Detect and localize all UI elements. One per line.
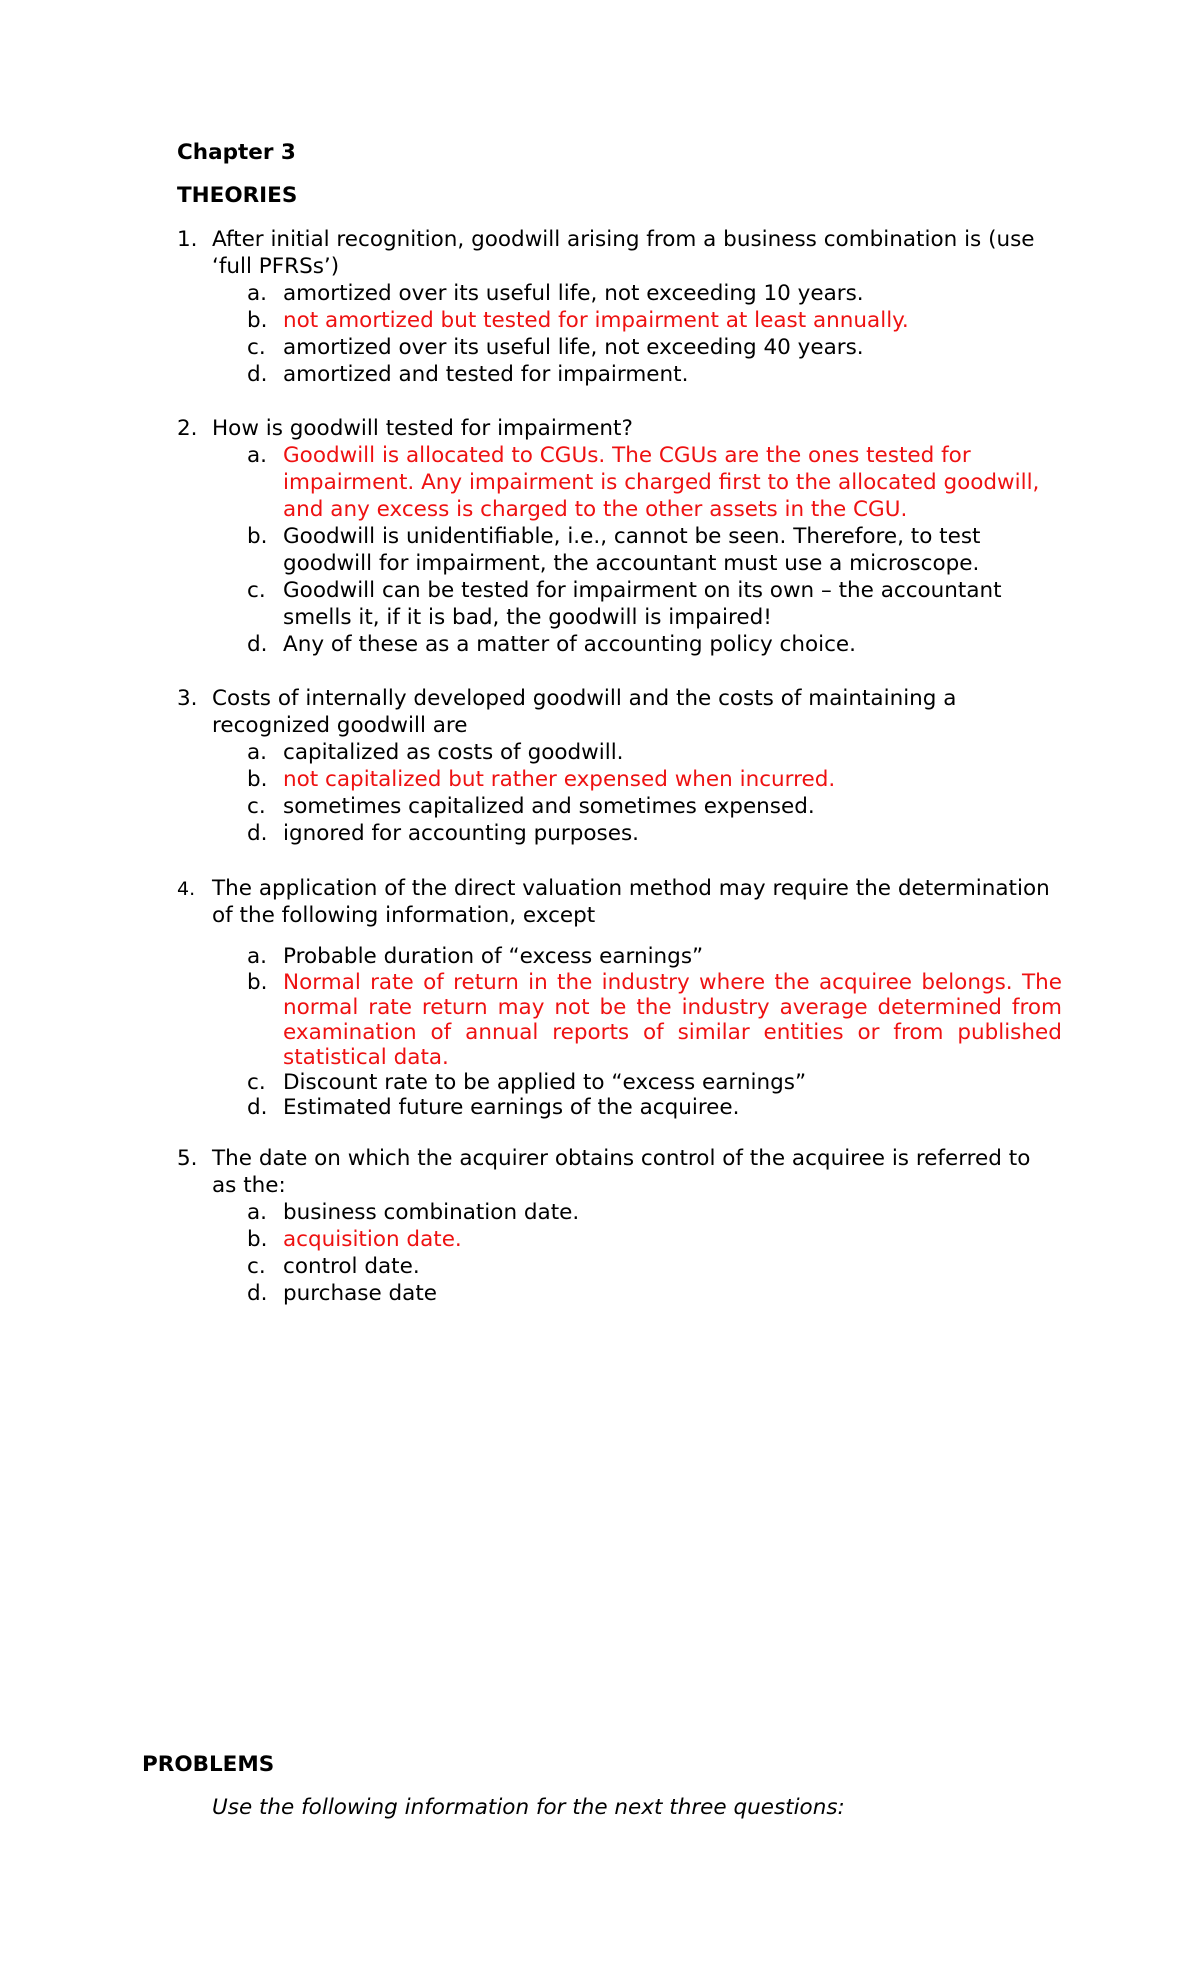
correct-answer-text: and any excess is charged to the other assets in the CGU. bbox=[283, 497, 908, 522]
option-letter: c. bbox=[247, 335, 266, 360]
justified-word: acquiree bbox=[818, 970, 913, 995]
option-text: goodwill for impairment, the accountant must use a microscope. bbox=[283, 551, 980, 576]
option-letter: c. bbox=[247, 794, 266, 819]
justified-word: in bbox=[528, 970, 548, 995]
justified-word: not bbox=[554, 995, 590, 1020]
correct-answer-text bbox=[283, 995, 1062, 1020]
question-number: 3. bbox=[177, 686, 198, 711]
chapter-title: Chapter 3 bbox=[177, 140, 296, 165]
correct-answer-text: not capitalized but rather expensed when incurred. bbox=[283, 767, 836, 792]
option-letter: c. bbox=[247, 578, 266, 603]
question-text: Costs of internally developed goodwill and the costs of maintaining a bbox=[212, 686, 957, 711]
option-text: capitalized as costs of goodwill. bbox=[283, 740, 624, 765]
justified-word: industry bbox=[601, 970, 690, 995]
justified-word: the bbox=[557, 970, 593, 995]
problems-heading: PROBLEMS bbox=[142, 1752, 275, 1777]
justified-word: where bbox=[699, 970, 766, 995]
option-text: Discount rate to be applied to “excess earnings” bbox=[283, 1070, 807, 1095]
justified-word: the bbox=[774, 970, 810, 995]
justified-word: determined bbox=[877, 995, 1002, 1020]
question-text: recognized goodwill are bbox=[212, 713, 468, 738]
question-number: 1. bbox=[177, 227, 198, 252]
option-letter: b. bbox=[247, 524, 268, 549]
option-letter: d. bbox=[247, 1095, 268, 1120]
justified-word: return bbox=[421, 995, 488, 1020]
option-text: amortized and tested for impairment. bbox=[283, 362, 689, 387]
justified-word: reports bbox=[552, 1020, 630, 1045]
option-text: purchase date bbox=[283, 1281, 438, 1306]
question-number: 4. bbox=[177, 878, 196, 900]
justified-word: examination bbox=[283, 1020, 417, 1045]
correct-answer-text bbox=[283, 1020, 1062, 1045]
option-text: ignored for accounting purposes. bbox=[283, 821, 639, 846]
justified-word: belongs. bbox=[921, 970, 1013, 995]
justified-word: annual bbox=[465, 1020, 539, 1045]
correct-answer-text: impairment. Any impairment is charged first to the allocated goodwill, bbox=[283, 470, 1040, 495]
question-text: The date on which the acquirer obtains control of the acquiree is referred to bbox=[212, 1146, 1031, 1171]
option-text: Any of these as a matter of accounting policy choice. bbox=[283, 632, 856, 657]
justified-word: from bbox=[893, 1020, 944, 1045]
correct-answer-text: statistical data. bbox=[283, 1045, 449, 1070]
justified-word: similar bbox=[677, 1020, 750, 1045]
option-letter: a. bbox=[247, 443, 268, 468]
correct-answer-text: not amortized but tested for impairment at least annually. bbox=[283, 308, 909, 333]
justified-word: average bbox=[779, 995, 868, 1020]
justified-word: rate bbox=[368, 995, 412, 1020]
option-text: Goodwill is unidentifiable, i.e., cannot be seen. Therefore, to test bbox=[283, 524, 981, 549]
question-text: of the following information, except bbox=[212, 903, 596, 928]
option-letter: a. bbox=[247, 740, 268, 765]
question-text: After initial recognition, goodwill arising from a business combination is (use bbox=[212, 227, 1035, 252]
justified-word: of bbox=[423, 970, 444, 995]
justified-word: entities bbox=[763, 1020, 844, 1045]
justified-word: The bbox=[1021, 970, 1062, 995]
option-letter: b. bbox=[247, 767, 268, 792]
option-letter: a. bbox=[247, 944, 268, 969]
option-letter: b. bbox=[247, 1227, 268, 1252]
justified-word: be bbox=[599, 995, 627, 1020]
question-text: ‘full PFRSs’) bbox=[212, 254, 340, 279]
option-text: Goodwill can be tested for impairment on its own – the accountant bbox=[283, 578, 1002, 603]
option-letter: d. bbox=[247, 362, 268, 387]
option-letter: b. bbox=[247, 970, 268, 995]
option-text: control date. bbox=[283, 1254, 420, 1279]
question-number: 5. bbox=[177, 1146, 198, 1171]
justified-word: may bbox=[497, 995, 545, 1020]
option-letter: a. bbox=[247, 281, 268, 306]
correct-answer-text: acquisition date. bbox=[283, 1227, 462, 1252]
justified-word: or bbox=[857, 1020, 880, 1045]
question-text: The application of the direct valuation method may require the determination bbox=[212, 876, 1050, 901]
option-letter: d. bbox=[247, 821, 268, 846]
justified-word: normal bbox=[283, 995, 359, 1020]
option-letter: b. bbox=[247, 308, 268, 333]
option-letter: d. bbox=[247, 1281, 268, 1306]
justified-word: of bbox=[642, 1020, 664, 1045]
justified-word: rate bbox=[370, 970, 414, 995]
option-text: Probable duration of “excess earnings” bbox=[283, 944, 704, 969]
justified-word: of bbox=[430, 1020, 452, 1045]
section-title: THEORIES bbox=[177, 183, 298, 208]
option-letter: c. bbox=[247, 1254, 266, 1279]
option-text: amortized over its useful life, not exceeding 40 years. bbox=[283, 335, 864, 360]
option-text: business combination date. bbox=[283, 1200, 580, 1225]
justified-word: from bbox=[1011, 995, 1062, 1020]
correct-answer-text: Goodwill is allocated to CGUs. The CGUs are the ones tested for bbox=[283, 443, 971, 468]
question-number: 2. bbox=[177, 416, 198, 441]
justified-word: industry bbox=[681, 995, 770, 1020]
option-letter: d. bbox=[247, 632, 268, 657]
option-letter: a. bbox=[247, 1200, 268, 1225]
option-text: sometimes capitalized and sometimes expensed. bbox=[283, 794, 815, 819]
option-letter: c. bbox=[247, 1070, 266, 1095]
question-text: as the: bbox=[212, 1173, 286, 1198]
question-text: How is goodwill tested for impairment? bbox=[212, 416, 633, 441]
correct-answer-text bbox=[283, 970, 1062, 995]
option-text: Estimated future earnings of the acquiree. bbox=[283, 1095, 740, 1120]
justified-word: published bbox=[957, 1020, 1062, 1045]
justified-word: return bbox=[453, 970, 519, 995]
problems-intro: Use the following information for the next three questions: bbox=[212, 1795, 845, 1820]
justified-word: Normal bbox=[283, 970, 361, 995]
justified-word: the bbox=[636, 995, 672, 1020]
option-text: amortized over its useful life, not exceeding 10 years. bbox=[283, 281, 864, 306]
option-text: smells it, if it is bad, the goodwill is impaired! bbox=[283, 605, 772, 630]
